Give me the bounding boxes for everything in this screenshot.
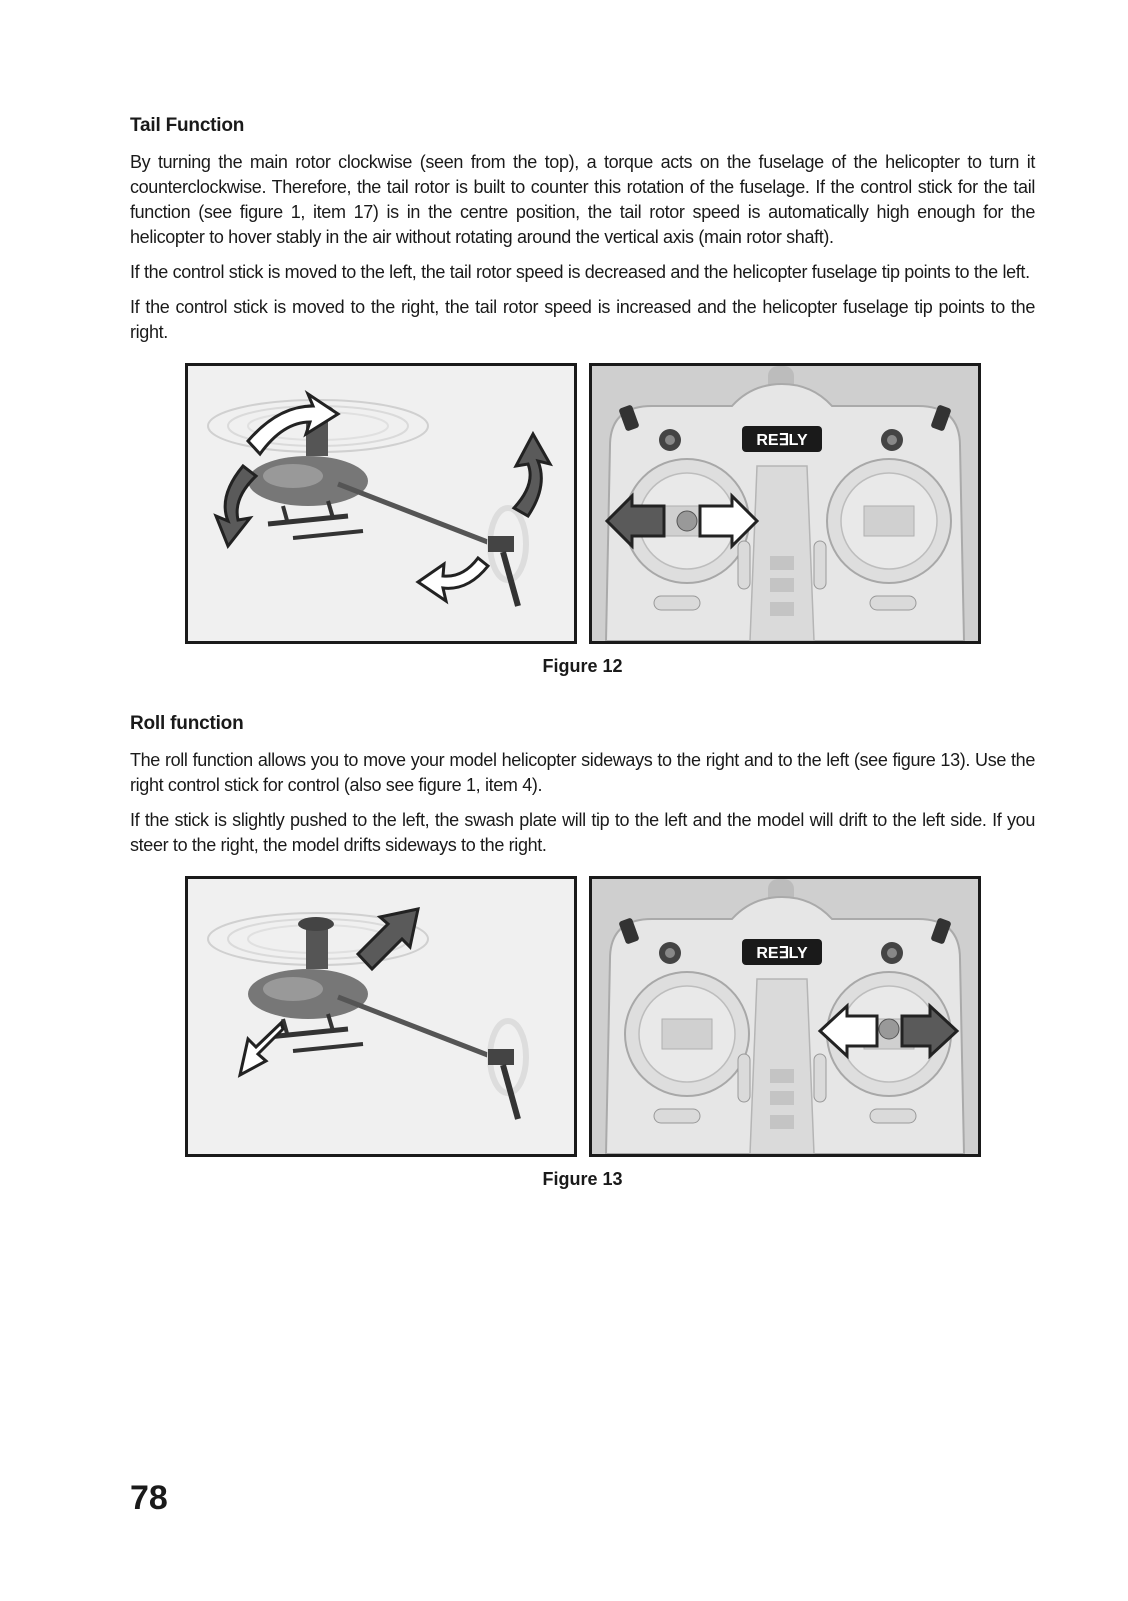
figure-caption: Figure 13	[542, 1169, 623, 1189]
transmitter-left-stick-photo	[589, 363, 981, 644]
brand-logo: RE∃LY	[755, 432, 808, 449]
transmitter-illustration	[592, 879, 978, 1154]
transmitter-illustration	[592, 366, 978, 641]
paragraph: By turning the main rotor clockwise (seen from the top), a torque acts on the fuselage of the helicopter to turn it counterclockwise. Therefore, the tail rotor is built to counter this rotation of the fuselage. If the control stick for the tail function (see figure 1, item 17) is in the centre position, the tail rotor speed is automatically high enough for the helicopter to hover stably in the air without rotating around the vertical axis (main rotor shaft).	[130, 152, 1035, 247]
page-number: 78	[130, 1479, 168, 1517]
figure-13-images	[130, 876, 1035, 1157]
paragraph: If the control stick is moved to the right, the tail rotor speed is increased and the helicopter fuselage tip points to the right.	[130, 297, 1035, 342]
figure-caption: Figure 12	[542, 656, 623, 676]
paragraph: If the control stick is moved to the left, the tail rotor speed is decreased and the helicopter fuselage tip points to the left.	[130, 262, 1030, 282]
helicopter-illustration	[188, 366, 574, 641]
helicopter-illustration	[188, 879, 574, 1154]
transmitter-right-stick-photo	[589, 876, 981, 1157]
helicopter-tail-photo	[185, 363, 577, 644]
helicopter-roll-photo	[185, 876, 577, 1157]
paragraph: The roll function allows you to move your model helicopter sideways to the right and to the left (see figure 13). Use the right control stick for control (also see figure 1, item 4).	[130, 750, 1035, 795]
section-title-tail-function: Tail Function	[130, 115, 245, 136]
brand-logo: RE∃LY	[755, 945, 808, 962]
paragraph: If the stick is slightly pushed to the left, the swash plate will tip to the left and the model will drift to the left side. If you steer to the right, the model drifts sideways to the right.	[130, 810, 1035, 855]
figure-12-images	[130, 363, 1035, 644]
document-body	[130, 114, 1035, 1191]
section-title-roll-function: Roll function	[130, 713, 244, 734]
